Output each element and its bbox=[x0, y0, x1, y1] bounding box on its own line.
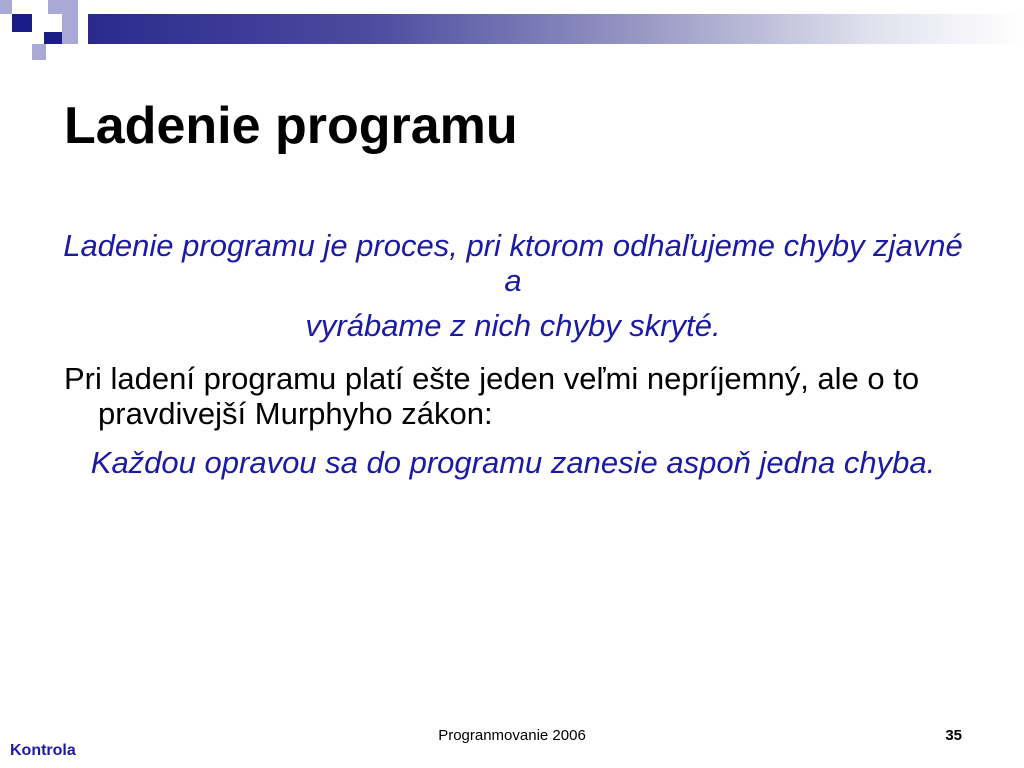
footer-text: Progranmovanie 2006 bbox=[438, 727, 586, 744]
decor-square bbox=[48, 0, 78, 14]
decor-square bbox=[32, 44, 46, 60]
decor-square bbox=[0, 0, 12, 14]
body-paragraph: Pri ladení programu platí ešte jeden veľmi nepríjemný, ale o to pravdivejší Murphyho zákon: bbox=[64, 361, 920, 432]
kontrola-link[interactable]: Kontrola bbox=[10, 742, 76, 759]
page-number: 35 bbox=[945, 727, 962, 744]
decor-square bbox=[44, 32, 62, 44]
slide-title: Ladenie programu bbox=[64, 97, 518, 155]
decor-square bbox=[62, 14, 78, 44]
quote-murphy-law: Každou opravou sa do programu zanesie aspoň jedna chyba. bbox=[90, 445, 936, 481]
slide-body bbox=[58, 228, 968, 480]
quote-definition: Ladenie programu je proces, pri ktorom odhaľujeme chyby zjavné a bbox=[63, 228, 963, 299]
decor-square bbox=[12, 14, 32, 32]
quote-definition-end: vyrábame z nich chyby skryté. bbox=[305, 308, 721, 344]
header-gradient-bar bbox=[88, 14, 1024, 44]
